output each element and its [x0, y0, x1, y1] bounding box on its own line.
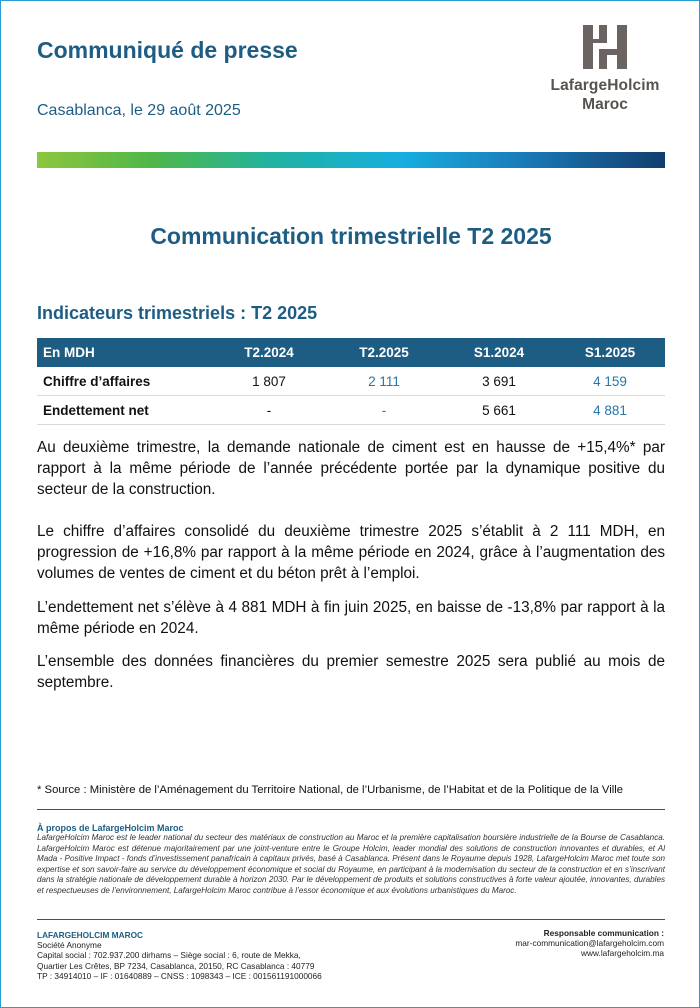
contact-email-link[interactable]: mar-communication@lafargeholcim.com: [515, 938, 664, 949]
about-title: À propos de LafargeHolcim Maroc: [37, 823, 184, 833]
table-cell: -: [325, 396, 443, 425]
body-paragraph: Au deuxième trimestre, la demande nationale de ciment est en hausse de +15,4%* par rapport à la même période de l’année précédente portée par la dynamique positive du secteur de la construction.: [37, 439, 665, 498]
gradient-banner: [37, 152, 665, 168]
table-cell: 1 807: [213, 367, 325, 396]
row-label: Chiffre d’affaires: [37, 367, 213, 396]
date-line: Casablanca, le 29 août 2025: [37, 102, 241, 119]
legal-line: Capital social : 702.937.200 dirhams – Siège social : 6, route de Mekka,: [37, 950, 301, 961]
table-cell: 3 691: [443, 367, 555, 396]
indicators-table: [37, 338, 665, 425]
logo-subname: Maroc: [582, 96, 628, 113]
divider: [37, 809, 665, 810]
indicators-title: Indicateurs trimestriels : T2 2025: [37, 303, 318, 323]
column-header: S1.2024: [473, 345, 525, 360]
communication-contact: [515, 928, 664, 959]
divider: [37, 919, 665, 920]
document-type-heading: Communiqué de presse: [37, 37, 298, 63]
table-cell: -: [213, 396, 325, 425]
contact-title: Responsable communication :: [543, 928, 664, 938]
table-cell: 4 881: [555, 396, 665, 425]
legal-line: TP : 34914010 – IF : 01640889 – CNSS : 1098343 – ICE : 001561191000066: [37, 970, 322, 981]
table-row: [37, 367, 665, 396]
table-cell: 5 661: [443, 396, 555, 425]
table-row: [37, 396, 665, 425]
about-text: LafargeHolcim Maroc est le leader national du secteur des matériaux de construction au Maroc et la première capitalisation boursière industrielle de la Bourse de Casablanca. LafargeHolcim Maroc est détenue majoritairement par une joint-venture entre le Groupe Holcim, leader mondial des solutions de construction innovantes et durables, et Al Mada - Positive Impact - fonds d’investissement panafricain à capitaux privés, basé à Casablanca. Présent dans le Royaume depuis 1928, LafargeHolcim Maroc met toute son expertise et son savoir-faire au service du développement économique et social du Royaume, en participant à la modernisation du secteur de la construction et en s’inscrivant dans la stratégie nationale de développement durable à horizon 2030. Par le développement de produits et solutions constructives à forte valeur ajoutée, innovantes, durables et respectueuses de l’environnement, LafargeHolcim Maroc contribue à l’essor économique et aux évolutions urbanistiques du Maroc.: [37, 833, 665, 895]
table-header-row: [37, 338, 665, 367]
column-header: En MDH: [43, 345, 95, 360]
column-header: S1.2025: [584, 345, 636, 360]
website-link[interactable]: www.lafargeholcim.ma: [581, 948, 664, 959]
body-paragraph: Le chiffre d’affaires consolidé du deuxième trimestre 2025 s’établit à 2 111 MDH, en progression de +16,8% par rapport à la même période en 2024, grâce à l’augmentation des volumes de ventes de ciment et du béton prêt à l’emploi.: [37, 523, 665, 582]
company-name: LAFARGEHOLCIM MAROC: [37, 930, 144, 940]
source-footnote: * Source : Ministère de l’Aménagement du Territoire National, de l’Urbanisme, de l’Habitat et de la Politique de la Ville: [37, 784, 624, 796]
column-header: T2.2024: [244, 345, 294, 360]
lafargeholcim-logo-icon: [579, 21, 631, 73]
legal-line: Quartier Les Crêtes, BP 7234, Casablanca, 20150, RC Casablanca : 40779: [37, 960, 315, 971]
logo-name: LafargeHolcim: [550, 77, 660, 94]
row-label: Endettement net: [37, 396, 213, 425]
table-cell: 2 111: [325, 367, 443, 396]
column-header: T2.2025: [359, 345, 409, 360]
main-title: Communication trimestrielle T2 2025: [150, 223, 552, 249]
legal-form: Société Anonyme: [37, 940, 102, 951]
company-logo: [535, 21, 675, 114]
body-paragraph: L’ensemble des données financières du premier semestre 2025 sera publié au mois de septembre.: [37, 653, 665, 691]
table-cell: 4 159: [555, 367, 665, 396]
company-legal-info: [37, 930, 322, 981]
body-paragraph: L’endettement net s’élève à 4 881 MDH à fin juin 2025, en baisse de -13,8% par rapport à la même période en 2024.: [37, 599, 665, 637]
